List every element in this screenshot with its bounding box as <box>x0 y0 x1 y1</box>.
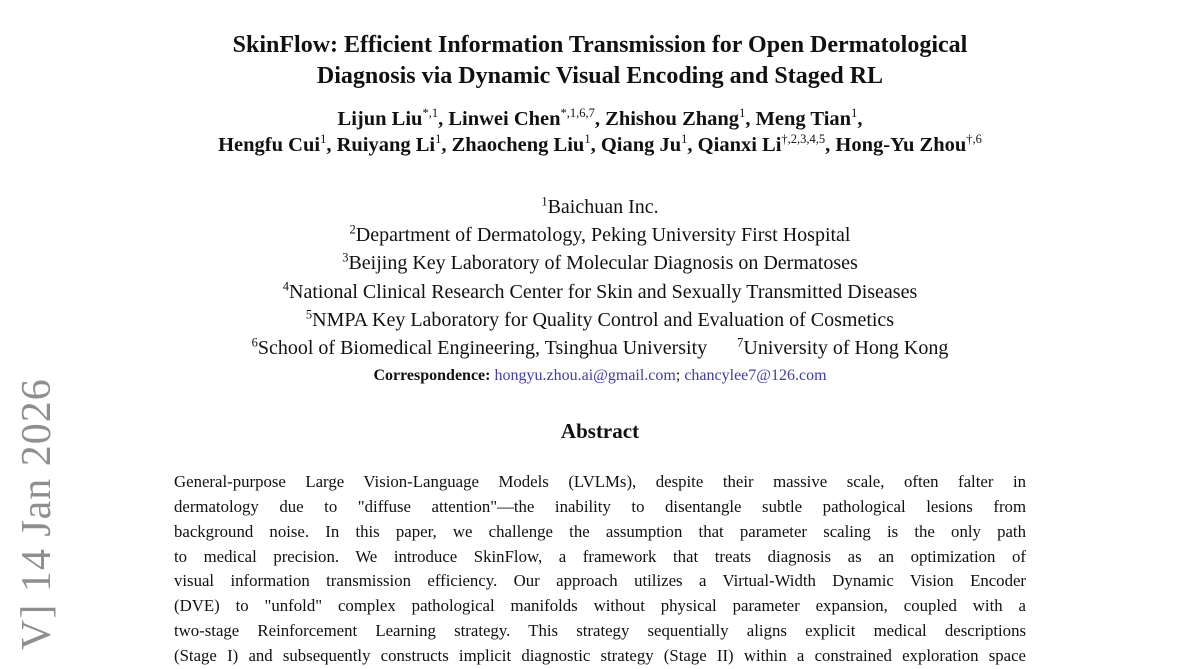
abstract-text-line: visual information transmission efficiency. Our approach utilizes a Virtual-Width Dynamic Vision Encoder <box>174 571 1026 591</box>
author <box>218 134 336 156</box>
author-name: Hengfu Cui <box>218 134 321 156</box>
abstract-text-line: (Stage I) and subsequently constructs implicit diagnostic strategy (Stage II) within a constrained exploration space <box>174 645 1026 665</box>
author-affil-marks: *,1,6,7 <box>560 106 595 121</box>
affiliation-name: University of Hong Kong <box>743 337 949 360</box>
author-name: Zhishou Zhang <box>605 108 740 130</box>
author-name: Zhaocheng Liu <box>451 134 585 156</box>
affiliation-line <box>0 249 1200 277</box>
arxiv-date-watermark: V] 14 Jan 2026 <box>14 378 60 650</box>
affiliation-number: 7 <box>737 335 744 350</box>
author <box>448 108 605 130</box>
affiliation-number: 6 <box>251 335 258 350</box>
abstract-text-line: (DVE) to "unfold" complex pathological manifolds without physical parameter expansion, coupled with a <box>174 596 1026 616</box>
author-name: Ruiyang Li <box>336 134 436 156</box>
author-separator: , <box>825 134 836 156</box>
affiliation-number: 2 <box>349 222 356 237</box>
affiliations-block <box>0 193 1200 362</box>
author <box>338 108 449 130</box>
affiliation-number: 4 <box>282 278 290 293</box>
author-list <box>0 106 1200 158</box>
affiliation-name: Baichuan Inc. <box>547 196 659 218</box>
affiliation-number: 5 <box>305 307 313 322</box>
author-name: Hong-Yu Zhou <box>835 134 967 156</box>
affiliation <box>737 337 948 359</box>
email-link-1[interactable]: hongyu.zhou.ai@gmail.com <box>494 367 676 385</box>
affiliation <box>306 309 894 331</box>
author-separator: , <box>438 108 449 130</box>
abstract-text-line: background noise. In this paper, we challenge the assumption that parameter scaling is the only path <box>174 521 1026 541</box>
author-affil-marks: 1 <box>320 132 327 147</box>
paper-title <box>0 30 1200 92</box>
affiliation-name: National Clinical Research Center for Skin and Sexually Transmitted Diseases <box>289 280 918 303</box>
author-separator: , <box>857 108 863 130</box>
author-name: Linwei Chen <box>448 108 561 130</box>
author-separator: , <box>441 134 452 156</box>
author-name: Lijun Liu <box>337 108 423 130</box>
affiliation-line <box>0 221 1200 249</box>
affiliation <box>252 337 708 359</box>
affiliation-line <box>0 334 1200 362</box>
affiliation-line <box>0 306 1200 334</box>
author-separator: , <box>590 134 601 156</box>
author <box>601 134 698 156</box>
author-affil-marks: *,1 <box>422 106 439 121</box>
affiliation <box>541 196 658 218</box>
author-affil-marks: 1 <box>584 132 591 147</box>
author-affil-marks: †,6 <box>966 132 982 147</box>
title-line-2: Diagnosis via Dynamic Visual Encoding and Staged RL <box>316 63 884 89</box>
abstract-text-line: two-stage Reinforcement Learning strategy. This strategy sequentially aligns explicit medical descriptions <box>174 621 1026 640</box>
affiliation-number: 3 <box>342 250 349 265</box>
affiliation-name: Department of Dermatology, Peking University First Hospital <box>355 224 851 247</box>
authors-line-1 <box>0 106 1200 132</box>
affiliation-name: Beijing Key Laboratory of Molecular Diagnosis on Dermatoses <box>348 252 858 275</box>
correspondence-line <box>0 367 1200 385</box>
author-name: Qianxi Li <box>697 134 782 156</box>
title-line-1: SkinFlow: Efficient Information Transmission for Open Dermatological <box>232 32 968 58</box>
author-separator: , <box>687 134 698 156</box>
email-link-2[interactable]: chancylee7@126.com <box>684 367 827 385</box>
author-affil-marks: 1 <box>681 132 688 147</box>
abstract-text-line: dermatology due to "diffuse attention"—the inability to disentangle subtle pathological lesions from <box>174 497 1026 517</box>
author <box>835 134 981 156</box>
author-affil-marks: †,2,3,4,5 <box>781 132 826 147</box>
author-separator: , <box>594 108 606 130</box>
author-name: Meng Tian <box>755 108 852 130</box>
abstract-text-line: General-purpose Large Vision-Language Models (LVLMs), despite their massive scale, often falter in <box>174 472 1026 492</box>
affiliation-line <box>0 278 1200 306</box>
author-affil-marks: 1 <box>739 106 746 121</box>
author <box>605 108 755 130</box>
affiliation <box>282 278 918 303</box>
author-name: Qiang Ju <box>600 134 682 156</box>
author <box>698 134 836 156</box>
correspondence-label: Correspondence: <box>373 367 491 385</box>
authors-line-2 <box>0 132 1200 158</box>
abstract-body <box>174 470 1026 668</box>
author-affil-marks: 1 <box>435 132 442 147</box>
abstract-heading: Abstract <box>560 419 640 444</box>
author-affil-marks: 1 <box>851 106 858 121</box>
email-separator: ; <box>675 367 681 385</box>
affiliation-number: 1 <box>541 194 548 209</box>
affiliation-name: School of Biomedical Engineering, Tsinghua University <box>257 337 708 360</box>
author-separator: , <box>745 108 756 130</box>
affiliation <box>350 224 851 246</box>
author <box>337 134 452 156</box>
affiliation-name: NMPA Key Laboratory for Quality Control and Evaluation of Cosmetics <box>312 308 895 331</box>
author <box>452 134 601 156</box>
author-separator: , <box>326 134 337 156</box>
author <box>756 108 863 130</box>
affiliation-line <box>0 193 1200 221</box>
abstract-text-line: to medical precision. We introduce SkinFlow, a framework that treats diagnosis as an optimization of <box>174 546 1026 566</box>
affiliation <box>342 252 858 274</box>
